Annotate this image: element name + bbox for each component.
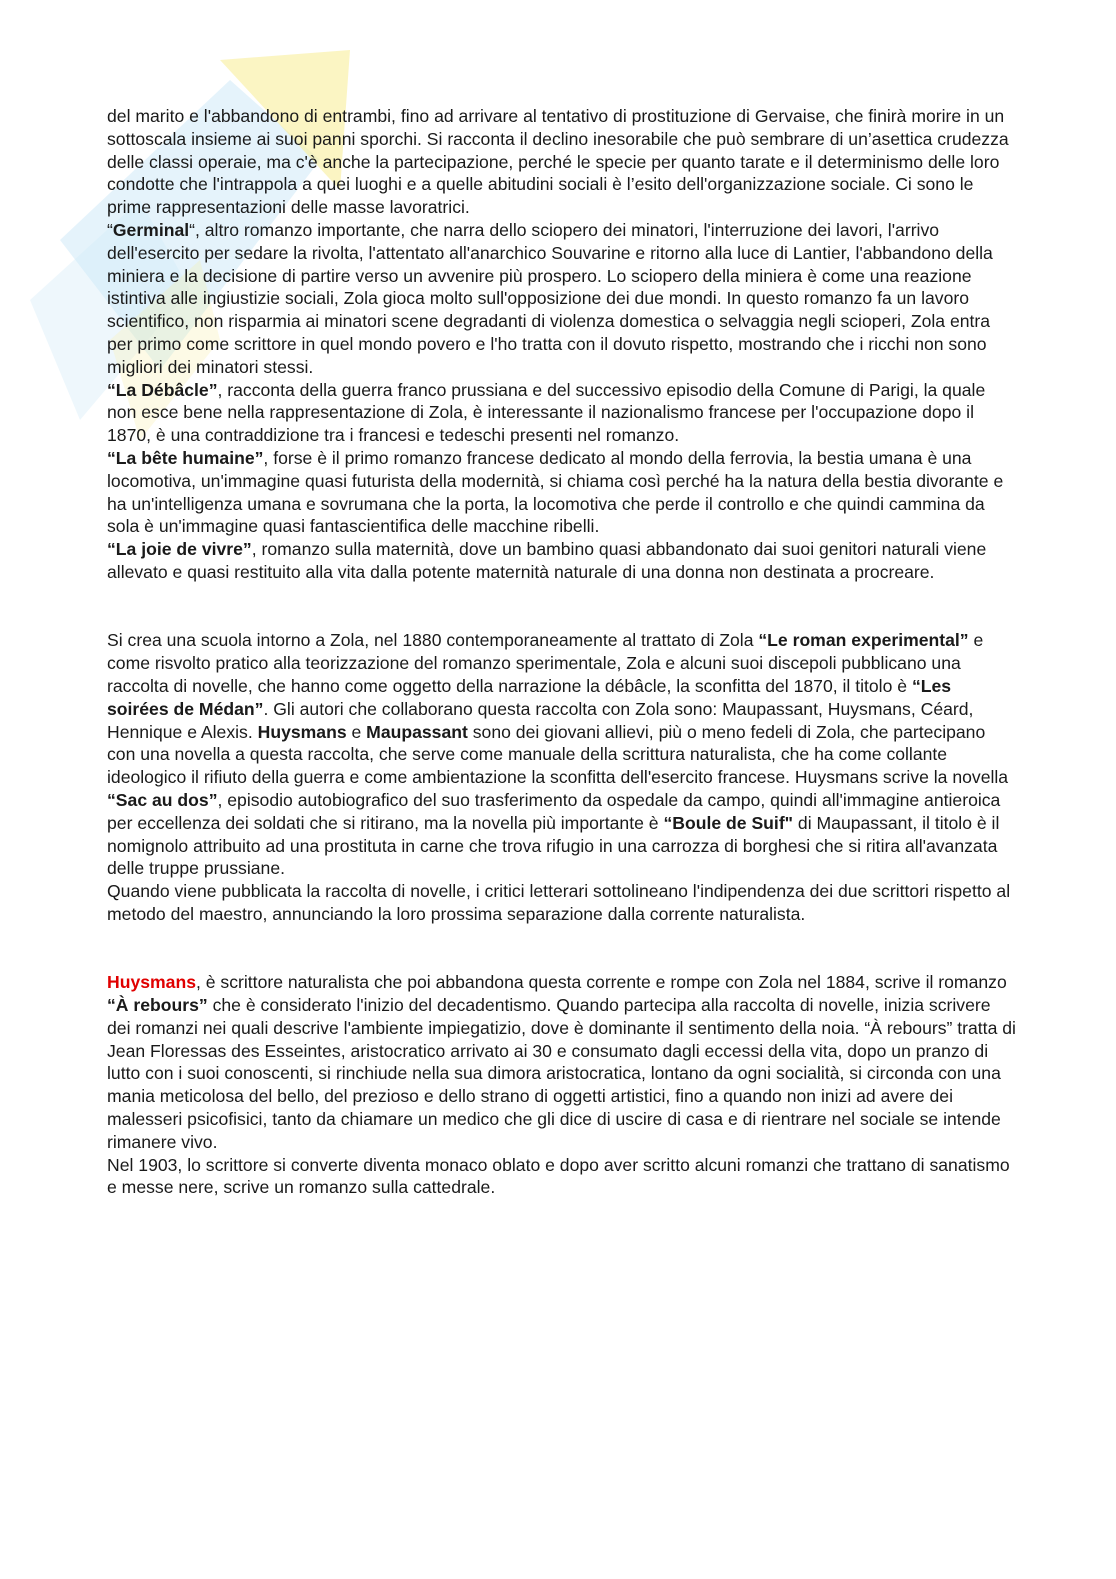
title-sac-au-dos: “Sac au dos”: [107, 789, 218, 810]
title-soirees-de-medan: “Les soirées de Médan”: [107, 675, 952, 719]
paragraph-medan: [107, 629, 1017, 880]
debacle-text: , racconta della guerra franco prussiana e del successivo episodio della Comune di Parigi, la quale non esce bene nella rappresentazione di Zola, è interessante il nazionalismo francese per l'occupazione dopo il 1870, è una contraddizione tra i francesi e tedeschi presenti nel romanzo.: [107, 379, 986, 446]
title-germinal: Germinal: [112, 219, 190, 240]
bete-humaine-text: , forse è il primo romanzo francese dedicato al mondo della ferrovia, la bestia umana è una locomotiva, un'immagine quasi futurista della modernità, si chiama così perché ha la natura della bestia divorante e ha un'intelligenza umana e sovrumana che la porta, la locomotiva che perde il controllo e che quindi cammina da sola è un'immagine quasi fantascientifica delle macchine ribelli.: [107, 447, 1004, 537]
medan-text-6: , episodio autobiografico del suo trasferimento da ospedale da campo, quindi all'immagine antieroica per eccellenza dei soldati che si ritirano, ma la novella più importante è: [107, 789, 1001, 833]
paragraph-1903: Nel 1903, lo scrittore si converte diventa monaco oblato e dopo aver scritto alcuni romanzi che trattano di sanatismo e messe nere, scrive un romanzo sulla cattedrale.: [107, 1154, 1010, 1198]
medan-text-3: . Gli autori che collaborano questa raccolta con Zola sono: Maupassant, Huysmans, Céard, Hennique e Alexis.: [107, 698, 974, 742]
title-a-rebours: “À rebours”: [107, 995, 208, 1016]
medan-text-2: e come risvolto pratico alla teorizzazione del romanzo sperimentale, Zola e alcuni suoi discepoli pubblicano una raccolta di novelle, che hanno come oggetto della narrazione la débâcle, la sconfitta del 1870, il titolo è: [107, 630, 984, 696]
joie-de-vivre-text: , romanzo sulla maternità, dove un bambino quasi abbandonato dai suoi genitori naturali viene allevato e quasi restituito alla vita dalla potente maternità naturale di una donna non destinata a procreare.: [107, 539, 987, 582]
paragraph-germinal: [107, 219, 1017, 379]
paragraph-assommoir: del marito e l'abbandono di entrambi, fino ad arrivare al tentativo di prostituzione di Gervaise, che finirà morire in un sottoscala insieme ai suoi panni sporchi. Si racconta il declino inesorabile che può sembrare di un’asettica crudezza delle classi operaie, ma c'è anche la partecipazione, perché le specie per quanto tarate e il determinismo delle loro condotte che l'intrappola a quei luoghi e a quelle abitudini sociali è l’esito dell'organizzazione sociale. Ci sono le prime rappresentazioni delle masse lavoratrici.: [107, 106, 1009, 218]
medan-text-7: di Maupassant, il titolo è il nomignolo attribuito ad una prostituta in carne che trova rifugio in una carrozza di borghesi che si ritira all'avanzata delle truppe prussiane.: [107, 812, 1000, 879]
paragraph-critics: Quando viene pubblicata la raccolta di novelle, i critici letterari sottolineano l'indipendenza dei due scrittori rispetto al metodo del maestro, annunciando la loro prossima separazione dalla corrente naturalista.: [107, 881, 1011, 924]
medan-text-4: e: [346, 721, 367, 742]
germinal-text: “, altro romanzo importante, che narra dello sciopero dei minatori, l'interruzione dei lavori, l'arrivo dell'esercito per sedare la rivolta, l'attentato all'anarchico Souvarine e ritorno alla luce di Lantier, l'abbandono della miniera e la decisione di partire verso un avvenire più prospero. Lo sciopero della miniera è come una reazione istintiva alle ingiustizie sociali, Zola gioca molto sull'opposizione dei due mondi. In questo romanzo fa un lavoro scientifico, non risparmia ai minatori scene degradanti di violenza domestica o selvaggia negli scioperi, Zola entra per primo come scrittore in quel mondo povero e l'ho tratta con il dovuto rispetto, mostrando che i ricchi non sono migliori dei minatori stessi.: [107, 219, 993, 377]
germinal-open-quote: “: [107, 219, 113, 240]
paragraph-debacle: [107, 379, 1017, 447]
spacer: [107, 926, 1017, 972]
spacer: [107, 584, 1017, 630]
title-joie-de-vivre: “La joie de vivre”: [107, 539, 252, 560]
section-zola-novels: [107, 105, 1017, 584]
huysmans-text-1: , è scrittore naturalista che poi abbandona questa corrente e rompe con Zola nel 1884, scrive il romanzo: [195, 972, 1007, 993]
paragraph-joie-de-vivre: [107, 538, 1017, 584]
document-page: [107, 105, 1017, 1199]
section-medan-school: [107, 629, 1017, 925]
name-maupassant: Maupassant: [366, 721, 468, 742]
medan-text-5: sono dei giovani allievi, più o meno fedeli di Zola, che partecipano con una novella a questa raccolta, che serve come manuale della scrittura naturalista, che ha come collante ideologico il rifiuto della guerra e come ambientazione la sconfitta dell'esercito francese. Huysmans scrive la novella: [107, 721, 1009, 788]
title-roman-experimental: “Le roman experimental”: [758, 630, 969, 651]
medan-text-1: Si crea una scuola intorno a Zola, nel 1880 contemporaneamente al trattato di Zola: [107, 630, 759, 651]
title-debacle: “La Débâcle”: [107, 379, 218, 400]
paragraph-huysmans: [107, 971, 1017, 1153]
name-huysmans: Huysmans: [257, 721, 347, 742]
section-huysmans: [107, 971, 1017, 1199]
title-bete-humaine: “La bête humaine”: [107, 447, 264, 468]
paragraph-bete-humaine: [107, 447, 1017, 538]
huysmans-text-2: che è considerato l'inizio del decadentismo. Quando partecipa alla raccolta di novelle, inizia scrivere dei romanzi nei quali descrive l'ambiente impiegatizio, dove è dominante il sentimento della noia. “À rebours” tratta di Jean Floressas des Esseintes, aristocratico arrivato ai 30 e consumato dagli eccessi della vita, dopo un pranzo di lutto con i suoi conoscenti, si rinchiude nella sua dimora aristocratica, lontano da ogni socialità, si circonda con una mania meticolosa del bello, del prezioso e dello strano di oggetti artistici, fino a quando non inizi ad avere dei malesseri psicofisici, tanto da chiamare un medico che gli dice di uscire di casa e di rientrare nel sociale se intende rimanere vivo.: [107, 995, 1016, 1152]
name-huysmans-red: Huysmans: [107, 972, 196, 993]
title-boule-de-suif: “Boule de Suif": [663, 812, 794, 833]
